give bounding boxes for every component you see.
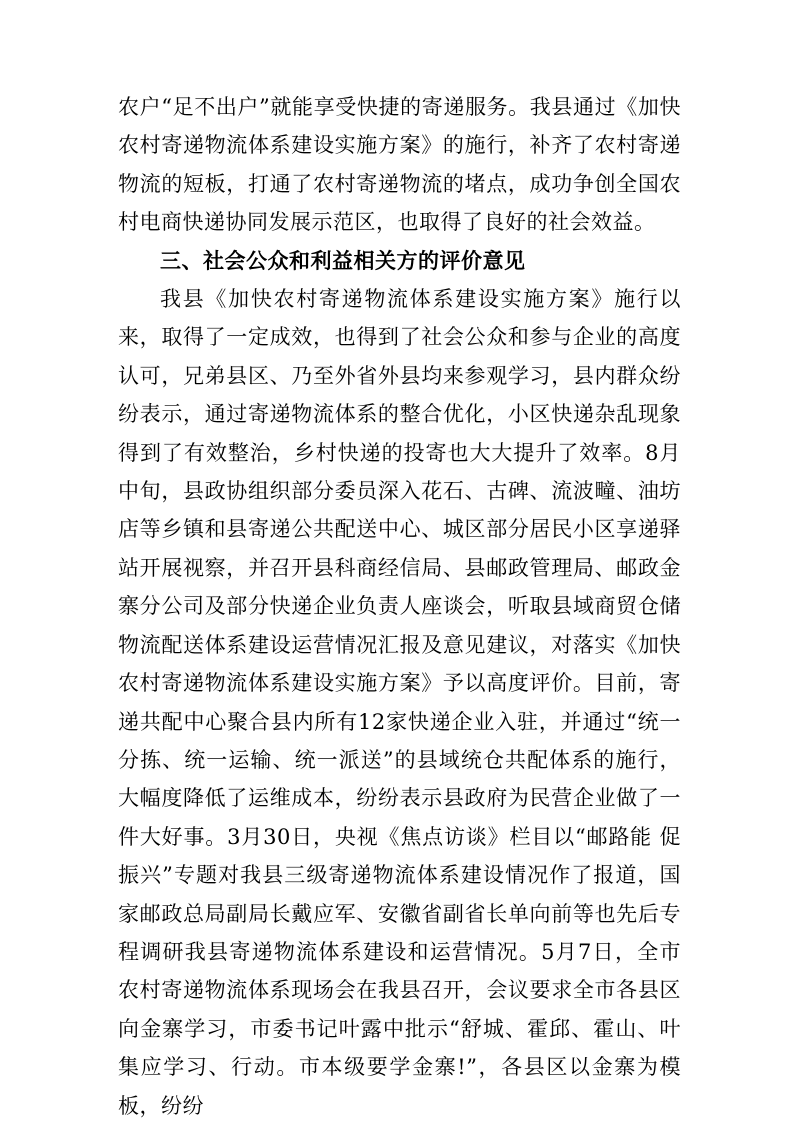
document-page <box>118 88 681 1125</box>
paragraph-evaluation: 我县《加快农村寄递物流体系建设实施方案》施行以来，取得了一定成效，也得到了社会公众和参与企业的高度认可，兄弟县区、乃至外省外县均来参观学习，县内群众纷纷表示，通过寄递物流体系的整合优化，小区快递杂乱现象得到了有效整治，乡村快递的投寄也大大提升了效率。8月中旬，县政协组织部分委员深入花石、古碑、流波疃、油坊店等乡镇和县寄递公共配送中心、城区部分居民小区享递驿站开展视察，并召开县科商经信局、县邮政管理局、邮政金寨分公司及部分快递企业负责人座谈会，听取县域商贸仓储物流配送体系建设运营情况汇报及意见建议，对落实《加快农村寄递物流体系建设实施方案》予以高度评价。目前，寄递共配中心聚合县内所有12家快递企业入驻，并通过“统一分拣、统一运输、统一派送”的县域统仓共配体系的施行，大幅度降低了运维成本，纷纷表示县政府为民营企业做了一件大好事。3月30日，央视《焦点访谈》栏目以“邮路能 促振兴”专题对我县三级寄递物流体系建设情况作了报道，国家邮政总局副局长戴应军、安徽省副省长单向前等也先后专程调研我县寄递物流体系建设和运营情况。5月7日，全市农村寄递物流体系现场会在我县召开，会议要求全市各县区向金寨学习，市委书记叶露中批示“舒城、霍邱、霍山、叶集应学习、行动。市本级要学金寨!”，各县区以金寨为模板，纷纷 <box>118 287 681 1118</box>
paragraph-intro: 农户“足不出户”就能享受快捷的寄递服务。我县通过《加快农村寄递物流体系建设实施方案》的施行，补齐了农村寄递物流的短板，打通了农村寄递物流的堵点，成功争创全国农村电商快递协同发展示范区，也取得了良好的社会效益。 <box>118 95 681 235</box>
section-heading: 三、社会公众和利益相关方的评价意见 <box>160 248 526 273</box>
